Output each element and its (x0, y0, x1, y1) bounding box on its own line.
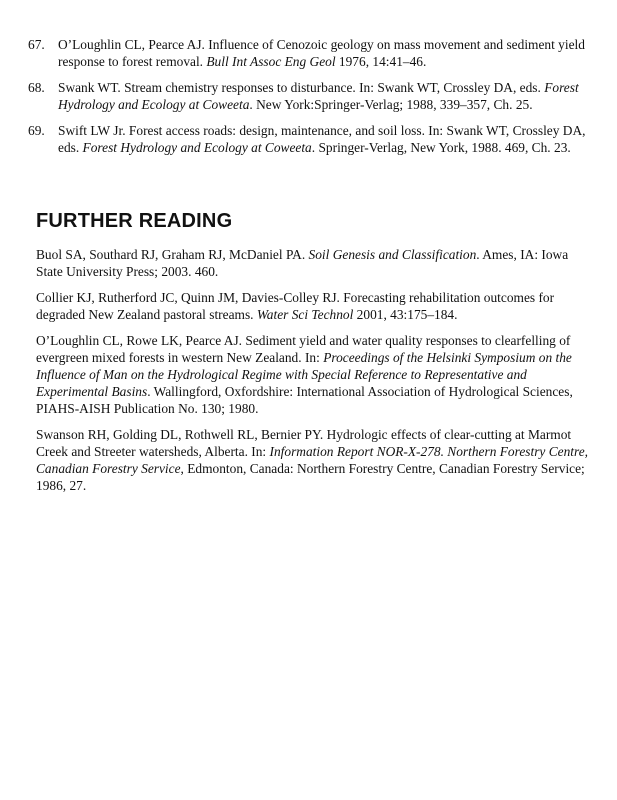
further-reading-item: Swanson RH, Golding DL, Rothwell RL, Bernier PY. Hydrologic effects of clear-cutting at Marmot Creek and Streeter watersheds, Alberta. In: Information Report NOR-X-278. Northern Forestry Centre, Canadian Forestry Service, Edmonton, Canada: Northern Forestry Centre, Canadian Forestry Service; 1986, 27. (36, 427, 589, 493)
reference-list (0, 36, 617, 165)
reference-item (0, 122, 617, 156)
reference-item (0, 79, 617, 113)
further-reading-item: O’Loughlin CL, Rowe LK, Pearce AJ. Sediment yield and water quality responses to clearfelling of evergreen mixed forests in western New Zealand. In: Proceedings of the Helsinki Symposium on the Influence of Man on the Hydrological Regime with Special Reference to Representative and Experimental Basins. Wallingford, Oxfordshire: International Association of Hydrological Sciences, PIAHS-AISH Publication No. 130; 1980. (36, 333, 573, 416)
section-heading: FURTHER READING (36, 210, 233, 232)
reference-text: O’Loughlin CL, Pearce AJ. Influence of Cenozoic geology on mass movement and sediment yield response to forest removal. Bull Int Assoc Eng Geol 1976, 14:41–46. (58, 37, 585, 69)
reference-item (0, 36, 617, 70)
further-reading-list (36, 246, 588, 503)
reference-number: 67. (28, 37, 45, 52)
reference-number: 69. (28, 123, 45, 138)
further-reading-item: Buol SA, Southard RJ, Graham RJ, McDaniel PA. Soil Genesis and Classification. Ames, IA: Iowa State University Press; 2003. 460. (36, 247, 569, 279)
reference-text: Swank WT. Stream chemistry responses to disturbance. In: Swank WT, Crossley DA, eds. Forest Hydrology and Ecology at Coweeta. New York:Springer-Verlag; 1988, 339–357, Ch. 25. (58, 80, 579, 112)
reference-number: 68. (28, 80, 45, 95)
further-reading-item: Collier KJ, Rutherford JC, Quinn JM, Davies-Colley RJ. Forecasting rehabilitation outcomes for degraded New Zealand pastoral streams. Water Sci Technol 2001, 43:175–184. (36, 290, 555, 322)
reference-text: Swift LW Jr. Forest access roads: design, maintenance, and soil loss. In: Swank WT, Crossley DA, eds. Forest Hydrology and Ecology at Coweeta. Springer-Verlag, New York, 1988. 469, Ch. 23. (58, 123, 586, 155)
